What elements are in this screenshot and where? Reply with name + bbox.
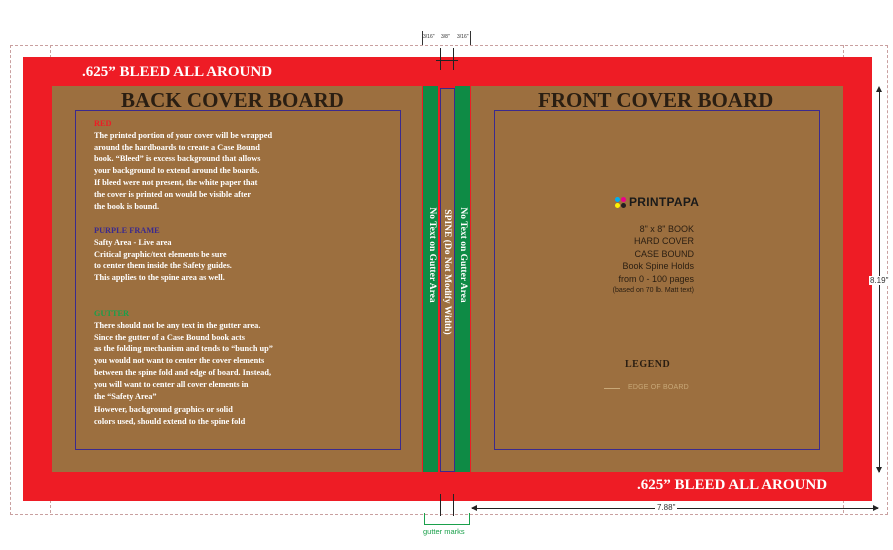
note-line: you will want to center all cover elements in [94, 379, 249, 389]
note-line: There should not be any text in the gutter area. [94, 320, 261, 330]
gutter-tick [440, 494, 441, 516]
back-cover-notes-purple [94, 225, 394, 284]
bleed-label-bottom: .625” BLEED ALL AROUND [637, 477, 828, 493]
spine-text: SPINE (Do Not Modify Width) [442, 209, 452, 335]
spec-line: HARD COVER [633, 236, 694, 247]
note-line: book. “Bleed” is excess background that allows [94, 154, 261, 164]
dim-top-left: 3/16" [423, 34, 435, 40]
note-line: However, background graphics or solid [94, 405, 233, 414]
dim-top-mid: 3/8" [441, 34, 450, 40]
note-line: the “Safety Area” [94, 391, 157, 401]
note-line: colors used, should extend to the spine fold [94, 416, 246, 426]
back-cover-title: BACK COVER BOARD [121, 88, 344, 112]
gutter-tick [453, 48, 454, 70]
note-line: This applies to the spine area as well. [94, 273, 225, 283]
note-line: as the folding mechanism and tends to “bunch up” [94, 344, 273, 354]
note-line: your background to extend around the boards. [94, 166, 260, 176]
arrow-left-icon [471, 505, 477, 511]
note-line: between the spine fold and edge of board. Instead, [94, 367, 272, 377]
arrow-right-icon [873, 505, 879, 511]
gutter-tick [424, 524, 470, 525]
note-line: the cover is printed on would be visible after [94, 189, 252, 199]
front-cover-title: FRONT COVER BOARD [538, 88, 774, 112]
note-line: the book is bound. [94, 201, 160, 211]
legend-item: EDGE OF BOARD [628, 384, 689, 391]
note-line: Critical graphic/text elements be sure [94, 249, 227, 259]
note-line: around the hardboards to create a Case Bound [94, 142, 260, 152]
section-heading-gutter: GUTTER [94, 309, 130, 318]
spec-line: 8" x 8" BOOK [639, 224, 694, 234]
gutter-tick [422, 31, 423, 45]
note-line: If bleed were not present, the white paper that [94, 177, 258, 187]
dim-top-right: 3/16" [457, 34, 469, 40]
back-cover-notes-background [94, 404, 394, 428]
note-line: to center them inside the Safety guides. [94, 261, 232, 271]
gutter-tick [436, 60, 458, 61]
bleed-label-top: .625” BLEED ALL AROUND [82, 64, 273, 80]
legend-title: LEGEND [625, 359, 671, 370]
gutter-left-text: No Text on Gutter Area [427, 207, 437, 303]
section-heading-red: RED [94, 119, 112, 128]
gutter-marks-label: gutter marks [423, 527, 465, 536]
gutter-tick [453, 494, 454, 516]
arrow-down-icon [876, 467, 882, 473]
back-cover-notes [94, 118, 394, 212]
section-heading-purple: PURPLE FRAME [94, 226, 160, 235]
book-specs [560, 223, 694, 297]
gutter-right-text: No Text on Gutter Area [458, 207, 468, 303]
note-line: Safty Area - Live area [94, 237, 172, 247]
printpapa-logo [615, 195, 710, 211]
note-line: The printed portion of your cover will be wrapped [94, 130, 273, 140]
gutter-tick [470, 31, 471, 45]
spec-note: (based on 70 lb. Matt text) [612, 287, 694, 295]
spec-line: Book Spine Holds [622, 261, 694, 272]
note-line: you would not want to center the cover elements [94, 356, 265, 366]
back-cover-notes-gutter [94, 308, 394, 402]
gutter-tick [440, 48, 441, 70]
logo-text: PRINTPAPA [629, 195, 700, 209]
arrow-up-icon [876, 86, 882, 92]
spec-line: from 0 - 100 pages [618, 273, 694, 284]
height-dimension-label: 8.19" [870, 276, 889, 285]
legend-swatch [604, 388, 620, 389]
width-dimension-label: 7.88" [657, 503, 676, 512]
spec-line: CASE BOUND [634, 248, 694, 259]
logo-icon [615, 197, 626, 208]
note-line: Since the gutter of a Case Bound book acts [94, 332, 246, 342]
